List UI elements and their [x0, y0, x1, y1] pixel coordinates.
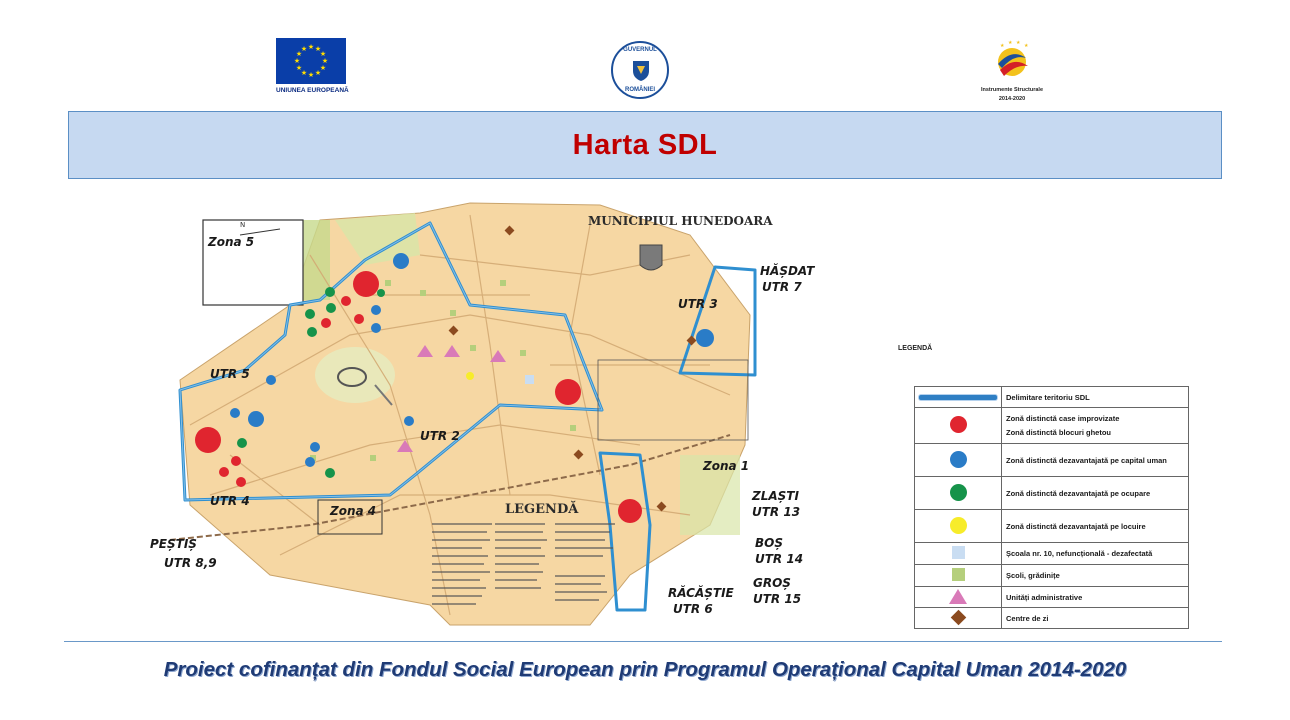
utr-4-label: UTR 4	[210, 494, 250, 508]
bos-label: BOȘ	[755, 536, 783, 550]
legend-row	[915, 543, 1189, 565]
footer-text: Proiect cofinanțat din Fondul Social European prin Programul Operațional Capital Uman 2014-2020	[163, 658, 1127, 681]
legend-table	[914, 386, 1189, 629]
svg-text:★: ★	[307, 43, 315, 51]
eu-flag-icon	[276, 38, 346, 84]
svg-text:★: ★	[1016, 40, 1021, 46]
legend-label: Unități administrative	[1002, 587, 1189, 608]
hasdat-label: HĂȘDAT	[760, 264, 815, 278]
yellow-dot-icon	[950, 517, 967, 534]
svg-text:★: ★	[293, 57, 301, 65]
racastie-utr-label: UTR 6	[673, 602, 713, 616]
legend-row	[915, 608, 1189, 629]
gros-label: GROȘ	[753, 576, 791, 590]
government-logo	[611, 41, 669, 99]
pestis-label: PEȘTIȘ	[150, 537, 197, 551]
zona-5-label: Zona 5	[208, 235, 255, 249]
utr-5-label: UTR 5	[210, 367, 250, 381]
yellow-marker	[466, 372, 474, 380]
north-label: N	[240, 221, 246, 229]
is-caption-2: 2014-2020	[998, 96, 1026, 102]
gros-utr-label: UTR 15	[753, 592, 802, 606]
svg-text:★: ★	[295, 64, 303, 72]
svg-text:★: ★	[1024, 43, 1029, 49]
racastie-label: RĂCĂȘTIE	[668, 586, 734, 600]
legend-label: Zonă distinctă dezavantajată pe locuire	[1002, 510, 1189, 543]
city-crest-icon	[640, 245, 662, 270]
pink-triangle-icon	[949, 589, 967, 604]
svg-text:★: ★	[1000, 43, 1005, 49]
eu-caption: UNIUNEA EUROPEANĂ	[276, 87, 349, 94]
pestis-utr-label: UTR 8,9	[164, 556, 217, 570]
svg-text:★: ★	[314, 69, 322, 77]
legend-row	[915, 408, 1189, 444]
legend-row	[915, 387, 1189, 408]
structural-instruments-icon	[980, 40, 1044, 80]
legend-label: Zonă distinctă dezavantajată pe capital uman	[1002, 444, 1189, 477]
zona-1-label: Zona 1	[703, 459, 750, 473]
zlasti-utr-label: UTR 13	[752, 505, 801, 519]
map-legend-title: LEGENDĂ	[505, 502, 579, 517]
is-caption-1: Instrumente Structurale	[980, 87, 1044, 93]
green-dot-icon	[950, 484, 967, 501]
legend-row	[915, 565, 1189, 587]
legend-label: Zonă distinctă case improvizate	[1006, 414, 1120, 423]
boundary-line-icon	[919, 395, 997, 400]
svg-text:★: ★	[319, 64, 327, 72]
legend-label: Școli, grădinițe	[1002, 565, 1189, 587]
zona-4-label: Zona 4	[330, 504, 377, 518]
utr-3-label: UTR 3	[678, 297, 718, 311]
gov-bottom-text: ROMÂNIEI	[625, 87, 655, 93]
legend-label: Centre de zi	[1002, 608, 1189, 629]
legend-row	[915, 587, 1189, 608]
blue-dot-icon	[950, 451, 967, 468]
school-10-square	[525, 375, 534, 384]
city-title: MUNICIPIUL HUNEDOARA	[588, 214, 773, 228]
svg-text:★: ★	[314, 45, 322, 53]
svg-text:★: ★	[319, 50, 327, 58]
legend-heading: LEGENDĂ	[898, 345, 933, 352]
svg-text:★: ★	[307, 71, 315, 79]
legend-label: Școala nr. 10, nefuncțională - dezafectată	[1002, 543, 1189, 565]
zlasti-label: ZLAȘTI	[752, 489, 799, 503]
brown-diamond-icon	[950, 609, 966, 625]
eu-logo	[276, 38, 349, 96]
svg-text:★: ★	[1008, 40, 1013, 46]
utr-2-label: UTR 2	[420, 429, 460, 443]
coat-of-arms-icon	[631, 58, 651, 82]
legend-label-2: Zonă distinctă blocuri ghetou	[1006, 428, 1111, 437]
page-title: Harta SDL	[572, 128, 718, 161]
title-band	[68, 111, 1222, 179]
legend-row	[915, 444, 1189, 477]
bos-utr-label: UTR 14	[755, 552, 804, 566]
legend-label: Delimitare teritoriu SDL	[1002, 387, 1189, 408]
legend-row	[915, 510, 1189, 543]
svg-text:★: ★	[300, 45, 308, 53]
red-dot-icon	[950, 416, 967, 433]
gov-top-text: GUVERNUL	[623, 47, 657, 53]
legend-row	[915, 477, 1189, 510]
footer-divider	[64, 641, 1222, 642]
legend-label: Zonă distinctă dezavantajată pe ocupare	[1002, 477, 1189, 510]
green-square-icon	[952, 568, 965, 581]
svg-text:★: ★	[321, 57, 329, 65]
structural-instruments-logo	[980, 40, 1044, 102]
light-blue-square-icon	[952, 546, 965, 559]
svg-text:★: ★	[300, 69, 308, 77]
hasdat-utr-label: UTR 7	[762, 280, 802, 294]
svg-text:★: ★	[295, 50, 303, 58]
city-map	[150, 195, 815, 635]
